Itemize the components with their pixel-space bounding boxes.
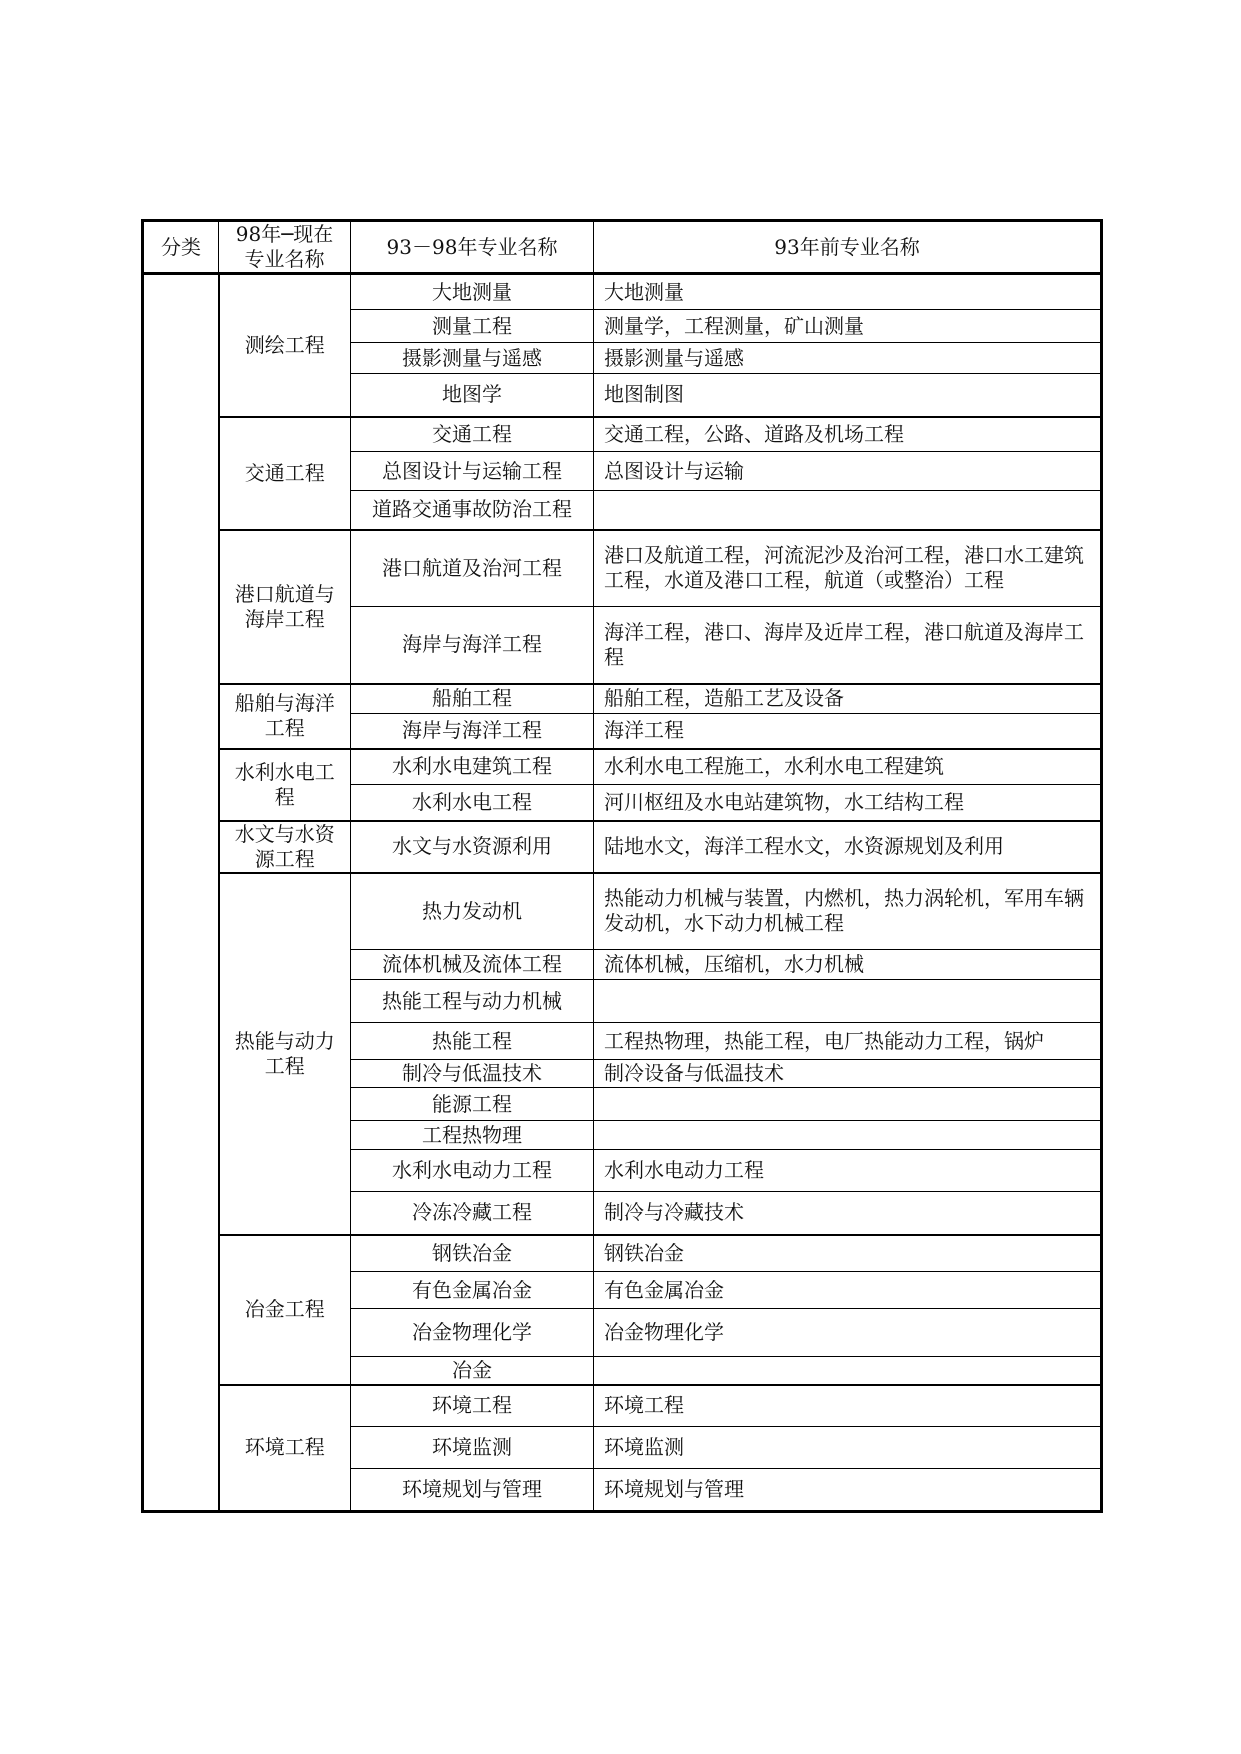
- old-specialty-cell: 钢铁冶金: [594, 1235, 1102, 1272]
- mid-specialty-cell: 交通工程: [351, 417, 594, 452]
- current-specialty-cell: 环境工程: [219, 1385, 351, 1512]
- mid-specialty-cell: 热能工程: [351, 1023, 594, 1060]
- old-specialty-cell: 测量学，工程测量，矿山测量: [594, 310, 1102, 343]
- current-specialty-cell: 水文与水资源工程: [219, 821, 351, 873]
- mid-specialty-cell: 海岸与海洋工程: [351, 607, 594, 684]
- old-specialty-cell: 大地测量: [594, 274, 1102, 310]
- old-specialty-cell: 冶金物理化学: [594, 1309, 1102, 1357]
- mid-specialty-cell: 摄影测量与遥感: [351, 343, 594, 374]
- old-specialty-cell: 环境监测: [594, 1427, 1102, 1469]
- table-row: [143, 821, 1102, 873]
- mid-specialty-cell: 钢铁冶金: [351, 1235, 594, 1272]
- old-specialty-cell: [594, 1121, 1102, 1150]
- mid-specialty-cell: 港口航道及治河工程: [351, 530, 594, 607]
- old-specialty-cell: 水利水电工程施工，水利水电工程建筑: [594, 749, 1102, 785]
- mid-specialty-cell: 环境工程: [351, 1385, 594, 1427]
- table-row: [143, 684, 1102, 714]
- table-body: [143, 274, 1102, 1512]
- mid-specialty-cell: 冷冻冷藏工程: [351, 1192, 594, 1235]
- mid-specialty-cell: 测量工程: [351, 310, 594, 343]
- specialty-table: [141, 219, 1103, 1513]
- old-specialty-cell: 地图制图: [594, 374, 1102, 417]
- header-category: 分类: [143, 221, 219, 274]
- mid-specialty-cell: 环境监测: [351, 1427, 594, 1469]
- old-specialty-cell: 交通工程，公路、道路及机场工程: [594, 417, 1102, 452]
- current-specialty-cell: 测绘工程: [219, 274, 351, 417]
- mid-specialty-cell: 水利水电工程: [351, 785, 594, 821]
- current-specialty-cell: 热能与动力工程: [219, 873, 351, 1235]
- table-row: [143, 274, 1102, 310]
- mid-specialty-cell: 水文与水资源利用: [351, 821, 594, 873]
- old-specialty-cell: [594, 1357, 1102, 1385]
- header-old-name: 93年前专业名称: [594, 221, 1102, 274]
- mid-specialty-cell: 能源工程: [351, 1088, 594, 1121]
- category-cell: [143, 274, 219, 1512]
- mid-specialty-cell: 道路交通事故防治工程: [351, 491, 594, 530]
- mid-specialty-cell: 大地测量: [351, 274, 594, 310]
- mid-specialty-cell: 制冷与低温技术: [351, 1060, 594, 1088]
- old-specialty-cell: 船舶工程，造船工艺及设备: [594, 684, 1102, 714]
- old-specialty-cell: 海洋工程: [594, 714, 1102, 749]
- old-specialty-cell: 环境工程: [594, 1385, 1102, 1427]
- mid-specialty-cell: 地图学: [351, 374, 594, 417]
- table-row: [143, 873, 1102, 950]
- old-specialty-cell: 河川枢纽及水电站建筑物，水工结构工程: [594, 785, 1102, 821]
- table-header-row: [143, 221, 1102, 274]
- current-specialty-cell: 水利水电工程: [219, 749, 351, 821]
- table-row: [143, 530, 1102, 607]
- old-specialty-cell: 陆地水文，海洋工程水文，水资源规划及利用: [594, 821, 1102, 873]
- table-row: [143, 749, 1102, 785]
- old-specialty-cell: [594, 1088, 1102, 1121]
- old-specialty-cell: 海洋工程，港口、海岸及近岸工程，港口航道及海岸工程: [594, 607, 1102, 684]
- table-row: [143, 1385, 1102, 1427]
- mid-specialty-cell: 热能工程与动力机械: [351, 980, 594, 1023]
- old-specialty-cell: 有色金属冶金: [594, 1272, 1102, 1309]
- old-specialty-cell: 工程热物理，热能工程，电厂热能动力工程，锅炉: [594, 1023, 1102, 1060]
- mid-specialty-cell: 海岸与海洋工程: [351, 714, 594, 749]
- old-specialty-cell: 制冷设备与低温技术: [594, 1060, 1102, 1088]
- mid-specialty-cell: 船舶工程: [351, 684, 594, 714]
- mid-specialty-cell: 环境规划与管理: [351, 1469, 594, 1512]
- header-mid-name: 93－98年专业名称: [351, 221, 594, 274]
- old-specialty-cell: 摄影测量与遥感: [594, 343, 1102, 374]
- current-specialty-cell: 冶金工程: [219, 1235, 351, 1385]
- current-specialty-cell: 船舶与海洋工程: [219, 684, 351, 749]
- old-specialty-cell: 环境规划与管理: [594, 1469, 1102, 1512]
- mid-specialty-cell: 冶金: [351, 1357, 594, 1385]
- old-specialty-cell: 热能动力机械与装置，内燃机，热力涡轮机，军用车辆发动机，水下动力机械工程: [594, 873, 1102, 950]
- mid-specialty-cell: 水利水电动力工程: [351, 1150, 594, 1192]
- current-specialty-cell: 交通工程: [219, 417, 351, 530]
- mid-specialty-cell: 有色金属冶金: [351, 1272, 594, 1309]
- mid-specialty-cell: 工程热物理: [351, 1121, 594, 1150]
- mid-specialty-cell: 总图设计与运输工程: [351, 452, 594, 491]
- mid-specialty-cell: 热力发动机: [351, 873, 594, 950]
- mid-specialty-cell: 水利水电建筑工程: [351, 749, 594, 785]
- mid-specialty-cell: 冶金物理化学: [351, 1309, 594, 1357]
- old-specialty-cell: 流体机械，压缩机，水力机械: [594, 950, 1102, 980]
- mid-specialty-cell: 流体机械及流体工程: [351, 950, 594, 980]
- old-specialty-cell: [594, 491, 1102, 530]
- old-specialty-cell: 水利水电动力工程: [594, 1150, 1102, 1192]
- old-specialty-cell: [594, 980, 1102, 1023]
- old-specialty-cell: 港口及航道工程，河流泥沙及治河工程，港口水工建筑工程，水道及港口工程，航道（或整治）工程: [594, 530, 1102, 607]
- header-current-name: 98年─现在专业名称: [219, 221, 351, 274]
- old-specialty-cell: 总图设计与运输: [594, 452, 1102, 491]
- table-row: [143, 417, 1102, 452]
- old-specialty-cell: 制冷与冷藏技术: [594, 1192, 1102, 1235]
- current-specialty-cell: 港口航道与海岸工程: [219, 530, 351, 684]
- table-row: [143, 1235, 1102, 1272]
